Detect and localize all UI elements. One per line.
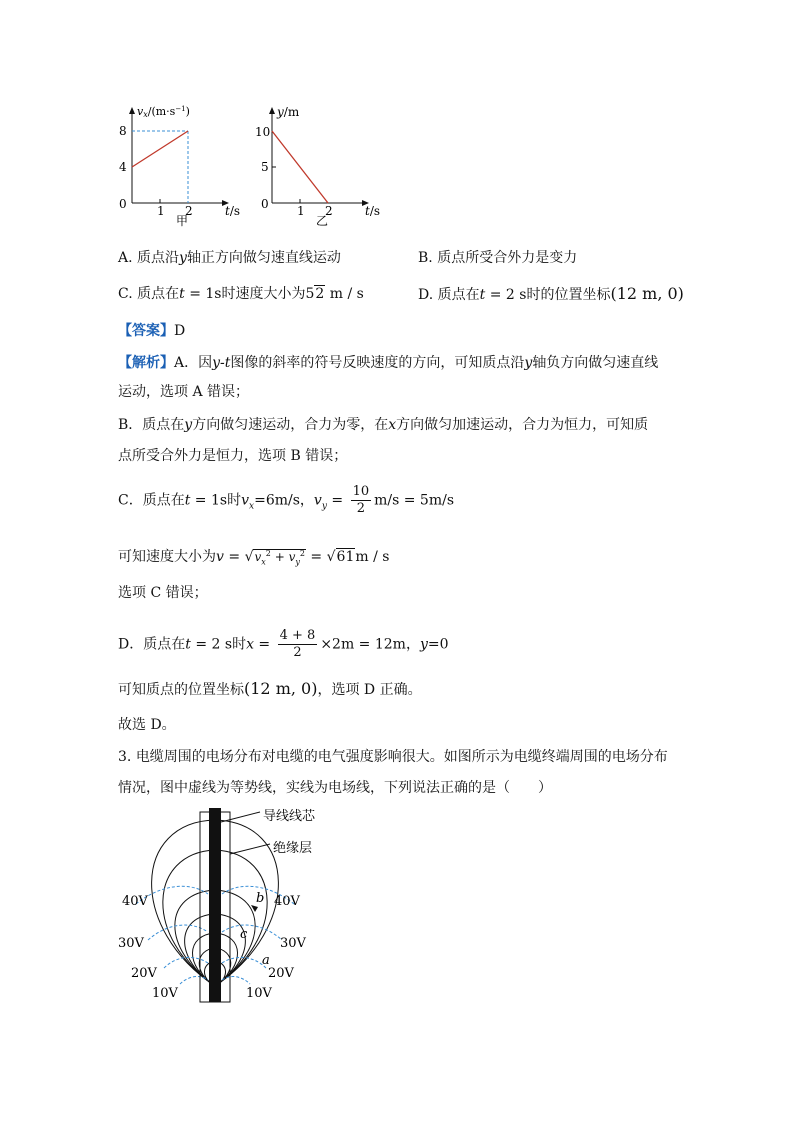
analysis-d-line2: 可知质点的位置坐标(12 m, 0)，选项 D 正确。 — [118, 679, 422, 698]
analysis-b-line1: B．质点在y方向做匀速运动，合力为零，在x方向做匀加速运动，合力为恒力，可知质 — [118, 417, 649, 433]
analysis-b-line2: 点所受合外力是恒力，选项 B 错误； — [118, 448, 348, 464]
y-line — [272, 131, 328, 203]
answer-label: 【答案】 — [118, 323, 174, 339]
vx-line — [132, 131, 188, 167]
left-label-20v: 20V — [131, 966, 157, 981]
point-b-label: b — [256, 891, 265, 906]
fraction-vy: $\frac{10}{2}$ — [352, 484, 370, 516]
y-tick-4: 4 — [119, 160, 127, 174]
graph-jia — [112, 100, 252, 230]
cable-diagram — [118, 808, 348, 1008]
analysis-speed-line: 可知速度大小为$v = √v_x^2 + v_y^2 = √61m / s$ — [118, 549, 390, 567]
left-label-10v: 10V — [152, 986, 178, 1001]
analysis-d-line: D．质点在t = 2 s时x = $\frac{4 + 8}{2}$ ×2m = 12m，y=0 — [118, 628, 449, 660]
x-axis-label: t/s — [225, 204, 241, 218]
left-label-40v: 40V — [122, 894, 148, 909]
analysis-a-line1: 【解析】A．因y-t图像的斜率的符号反映速度的方向，可知质点沿y轴负方向做匀速直线 — [118, 355, 659, 371]
right-label-40v: 40V — [274, 894, 300, 909]
analysis-c-line: C．质点在t = 1s时$v_x=6m/s$，$v_y$ = $\frac{10}{2}$ m/s = 5m/s — [118, 484, 455, 516]
point-a-label: a — [262, 953, 270, 968]
analysis-conclusion: 故选 D。 — [118, 717, 176, 733]
x-tick-2: 2 — [185, 204, 193, 218]
analysis-a-line2: 运动，选项 A 错误； — [118, 384, 250, 400]
question3-line2: 情况，图中虚线为等势线，实线为电场线，下列说法正确的是（ ） — [118, 780, 552, 796]
answer-line — [118, 322, 185, 340]
right-label-20v: 20V — [268, 966, 294, 981]
option-c: C. 质点在t = 1s时速度大小为52 m / s — [118, 286, 364, 302]
right-label-10v: 10V — [246, 986, 272, 1001]
y-tick-10: 10 — [255, 125, 271, 139]
analysis-label: 【解析】 — [118, 355, 174, 371]
question3-number: 3. — [118, 749, 132, 765]
y-axis-label: $vx/(m\cdot s^{-1})$ — [137, 105, 190, 119]
insulation-leader — [230, 844, 270, 854]
x-tick-1: 1 — [157, 204, 165, 218]
label-insulation: 绝缘层 — [273, 841, 313, 856]
analysis-c-result: 选项 C 错误； — [118, 585, 208, 601]
y-axis-arrow — [269, 107, 275, 114]
y-axis-label: y/m — [277, 105, 300, 119]
option-b: B. 质点所受合外力是变力 — [418, 250, 578, 266]
y-tick-0: 0 — [261, 197, 269, 211]
conductor-core — [209, 808, 221, 1002]
y-tick-8: 8 — [119, 124, 127, 138]
option-a: A. 质点沿y轴正方向做匀速直线运动 — [118, 250, 341, 266]
y-tick-0: 0 — [119, 197, 127, 211]
graph-yi-caption: 乙 — [316, 214, 329, 228]
left-label-30v: 30V — [118, 936, 144, 951]
y-axis-arrow — [129, 107, 135, 114]
right-label-30v: 30V — [280, 936, 306, 951]
graph-jia-caption: 甲 — [176, 214, 189, 228]
question3-line1: 3. 电缆周围的电场分布对电缆的电气强度影响很大。如图所示为电缆终端周围的电场分布 — [118, 749, 668, 765]
y-tick-5: 5 — [261, 160, 269, 174]
label-core: 导线线芯 — [263, 809, 316, 824]
fraction-x: $\frac{4 + 8}{2}$ — [279, 628, 316, 660]
option-d: D. 质点在t = 2 s时的位置坐标(12 m, 0) — [418, 284, 684, 303]
x-tick-2: 2 — [325, 204, 333, 218]
graph-yi — [252, 100, 392, 230]
x-tick-1: 1 — [297, 204, 305, 218]
point-c-label: c — [240, 927, 248, 942]
answer-value: D — [174, 323, 186, 339]
x-axis-label: t/s — [365, 204, 381, 218]
